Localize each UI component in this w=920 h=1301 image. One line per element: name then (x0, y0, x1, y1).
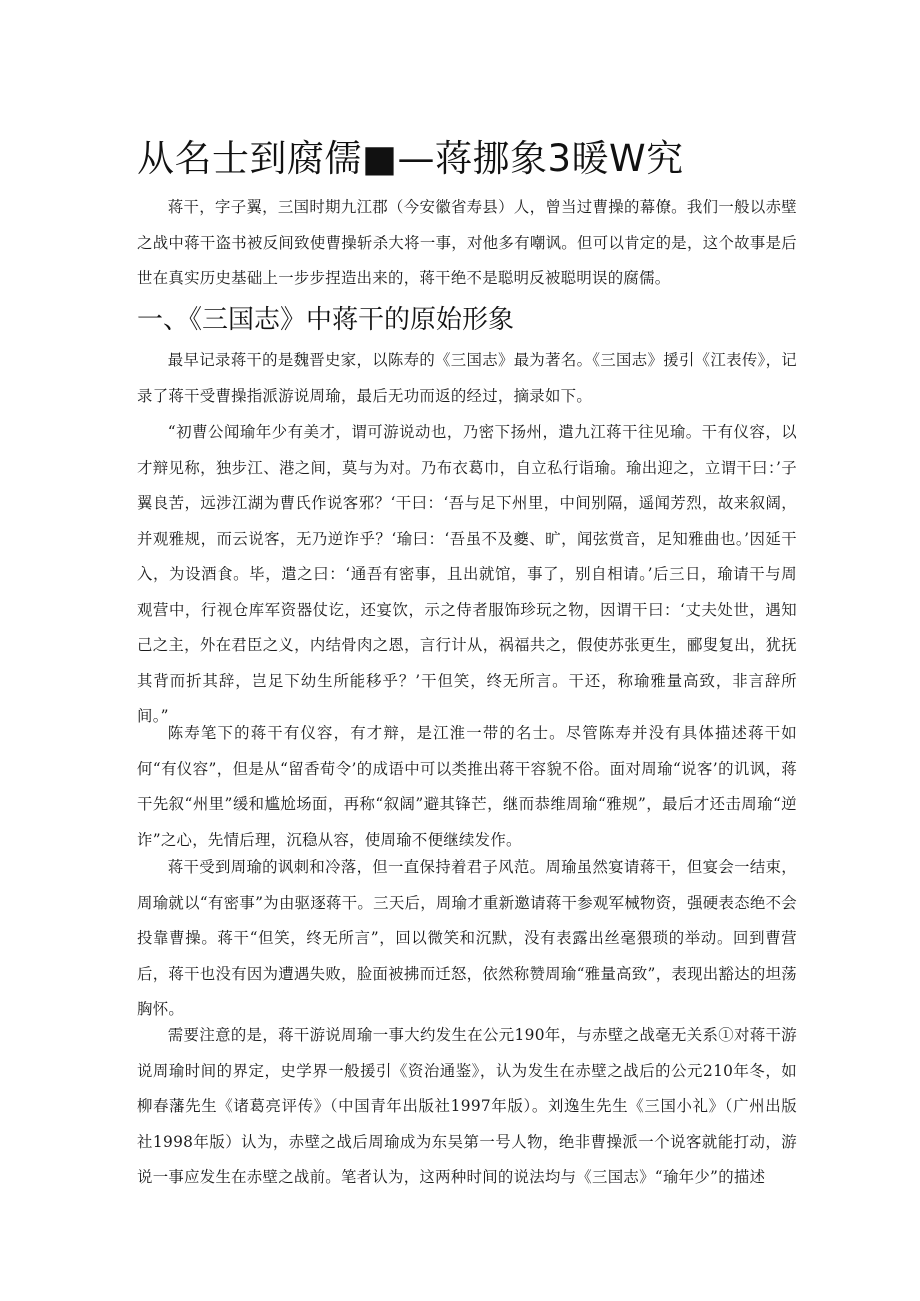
quotation-paragraph: “初曹公闻瑜年少有美才，谓可游说动也，乃密下扬州，遣九江蒋干往见瑜。干有仪容，以才辩见称，独步江、港之间，莫与为对。乃布衣葛巾，自立私行诣瑜。瑜出迎之，立谓干曰：’子翼良苦，远涉江湖为曹氏作说客邪？‘干曰：‘吾与足下州里，中间别隔，遥闻芳烈，故来叙阔，并观雅规，而云说客，无乃逆诈乎？‘瑜曰：‘吾虽不及夔、旷，闻弦赏音，足知雅曲也。’因延干入，为设酒食。毕，遣之曰：‘通吾有密事，且出就馆，事了，别自相请。’后三日，瑜请干与周观营中，行视仓库军资器仗讫，还宴饮，示之侍者服饰珍玩之物，因谓干曰：‘丈夫处世，遇知己之主，外在君臣之义，内结骨肉之恩，言行计从，祸福共之，假使苏张更生，郦叟复出，犹抚其背而折其辞，岂足下幼生所能移乎？’干但笑，终无所言。干还，称瑜雅量高致，非言辞所间。” (137, 423, 797, 725)
body-paragraph: 蒋干受到周瑜的讽刺和冷落，但一直保持着君子风范。周瑜虽然宴请蒋干，但宴会一结束，周瑜就以“有密事”为由驱逐蒋干。三天后，周瑜才重新邀请蒋干参观军械物资，强硬表态绝不会投靠曹操。蒋干“但笑，终无所言”，回以微笑和沉默，没有表露出丝毫猥琐的举动。回到曹营后，蒋干也没有因为遭遇失败，脸面被拂而迁怒，依然称赞周瑜“雅量高致”，表现出豁达的坦荡胸怀。 (137, 858, 797, 1018)
body-paragraph: 最早记录蒋干的是魏晋史家，以陈寿的《三国志》最为著名。《三国志》援引《江表传》，记录了蒋干受曹操指派游说周瑜，最后无功而返的经过，摘录如下。 (137, 351, 797, 405)
intro-paragraph: 蒋干，字子翼，三国时期九江郡（今安徽省寿县）人，曾当过曹操的幕僚。我们一般以赤壁之战中蒋干盗书被反间致使曹操斩杀大将一事，对他多有嘲讽。但可以肯定的是，这个故事是后世在真实历史基础上一步步捏造出来的，蒋干绝不是聪明反被聪明误的腐儒。 (137, 198, 797, 287)
document-title: 从名士到腐儒■—蒋挪象3暖W究 (137, 137, 684, 180)
body-paragraph: 陈寿笔下的蒋干有仪容，有才辩，是江淮一带的名士。尽管陈寿并没有具体描述蒋干如何“有仪容”，但是从“留香荀令’的成语中可以类推出蒋干容貌不俗。面对周瑜“说客’的讥讽，蒋干先叙“州里”缓和尴尬场面，再称“叙阔”避其锋芒，继而恭维周瑜“雅规”，最后才还击周瑜“逆诈”之心，先情后理，沉稳从容，使周瑜不便继续发作。 (137, 724, 797, 849)
section-heading: 一、《三国志》中蒋干的原始形象 (137, 305, 515, 335)
body-paragraph: 需要注意的是，蒋干游说周瑜一事大约发生在公元190年，与赤壁之战毫无关系①对蒋干游说周瑜时间的界定，史学界一般援引《资治通鉴》，认为发生在赤壁之战后的公元210年冬，如柳春藩先生《诸葛亮评传》（中国青年出版社1997年版）。刘逸生先生《三国小礼》（广州出版社1998年版）认为，赤壁之战后周瑜成为东吴第一号人物，绝非曹操派一个说客就能打动，游说一事应发生在赤壁之战前。笔者认为，这两种时间的说法均与《三国志》“瑜年少”的描述 (137, 1026, 797, 1186)
